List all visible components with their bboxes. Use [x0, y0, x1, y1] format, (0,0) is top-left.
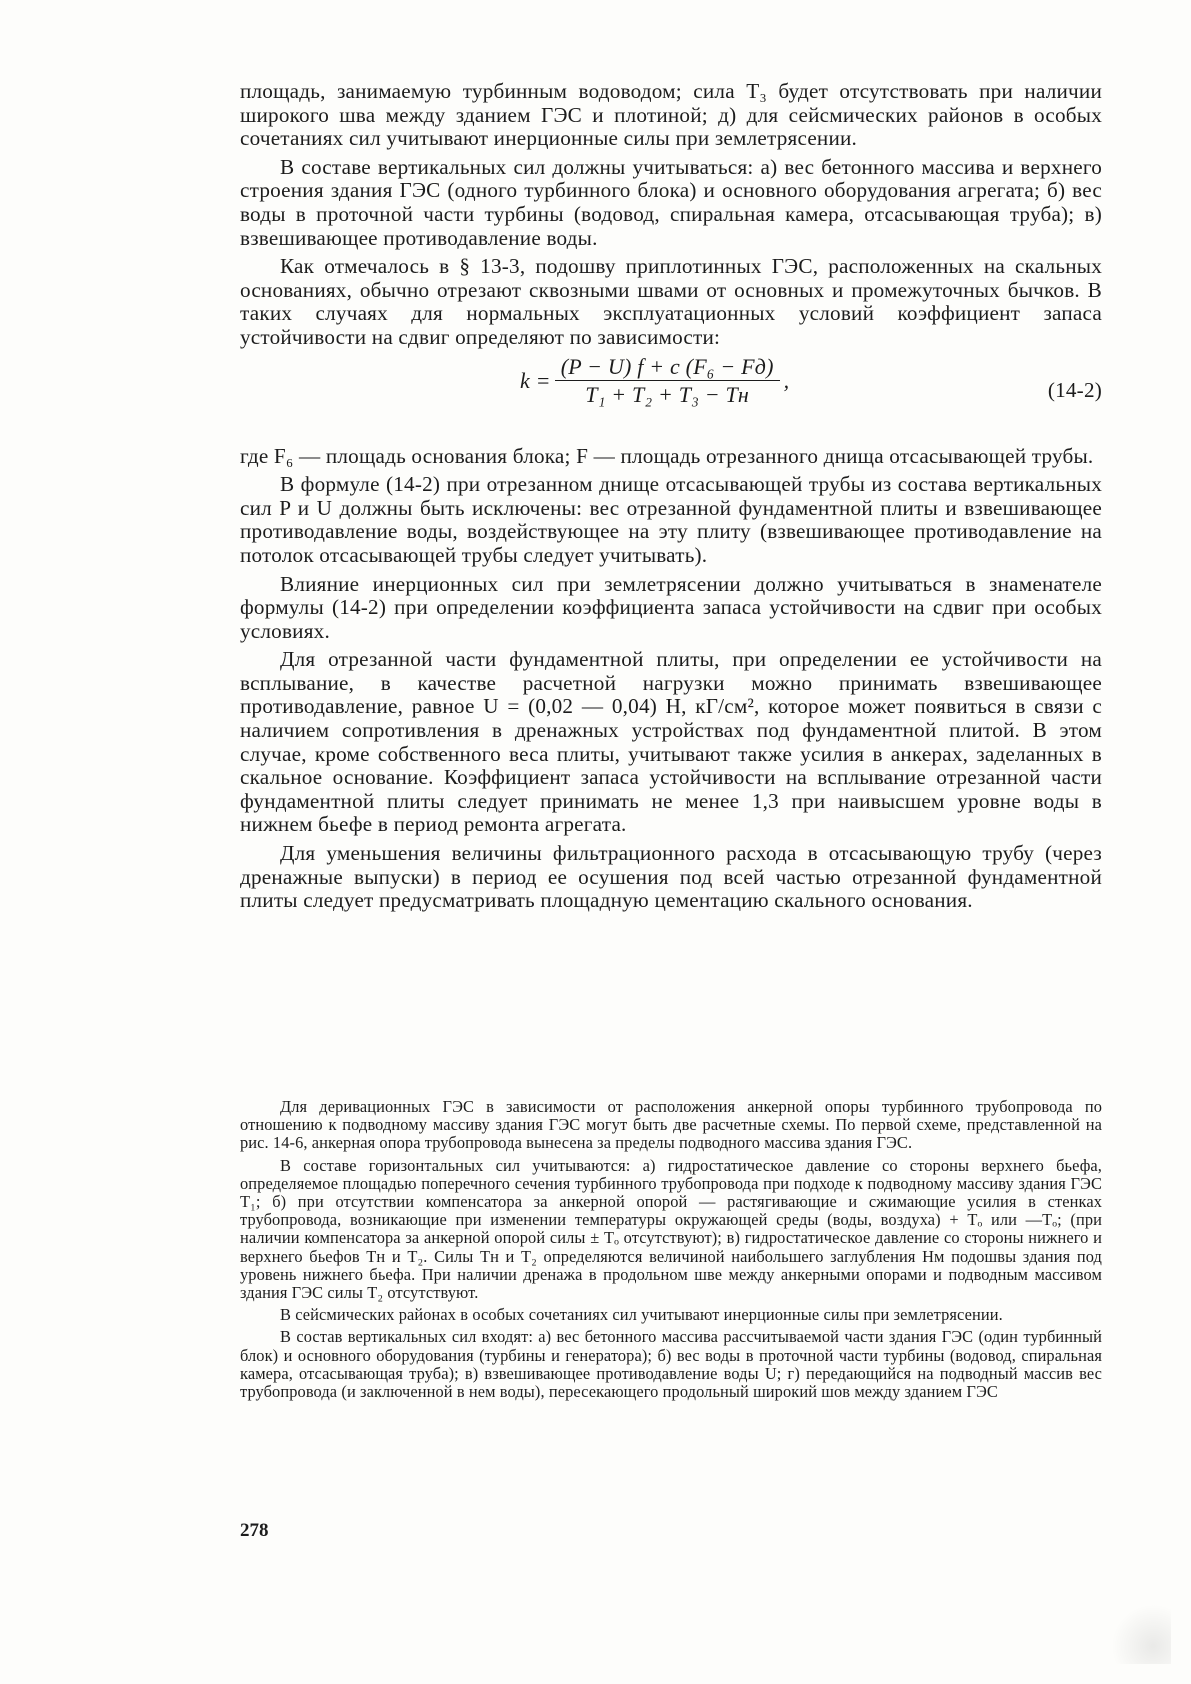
paragraph-where: где F₆ — площадь основания блока; F — площадь отрезанного днища отсасывающей трубы. [240, 443, 1094, 468]
formula-fraction [555, 355, 780, 407]
formula-14-2 [240, 355, 1102, 433]
small-paragraph-derivation: Для деривационных ГЭС в зависимости от расположения анкерной опоры турбинного трубопровода по отношению к подводному массиву здания ГЭС могут быть две расчетные схемы. По первой схеме, представленной на рис. 14-6, анкерная опора трубопровода вынесена за пределы подводного массива здания ГЭС. [240, 1097, 1102, 1153]
paragraph-uplift: Для отрезанной части фундаментной плиты, при определении ее устойчивости на всплывание, в качестве расчетной нагрузки можно принимать взвешивающее противодавление, равное U = (0,02 — 0,04) H, кГ/см², которое может появиться в связи с наличием сопротивления в дренажных устройствах под фундаментной плитой. В этом случае, кроме собственного веса плиты, учитывают также усилия в анкерах, заделанных в скальное основание. Коэффициент запаса устойчивости на всплывание отрезанной части фундаментной плиты следует принимать не менее 1,3 при наивысшем уровне воды в нижнем бьефе в период ремонта агрегата. [240, 647, 1102, 837]
paragraph-continuation: площадь, занимаемую турбинным водоводом; сила T₃ будет отсутствовать при наличии широкого шва между зданием ГЭС и плотиной; д) для сейсмических районов в особых сочетаниях сил учитывают инерционные силы при землетрясении. [240, 79, 1102, 151]
formula-lhs: k = [520, 367, 551, 393]
paragraph-grouting: Для уменьшения величины фильтрационного расхода в отсасывающую трубу (через дренажные выпуски) в период ее осушения под всей частью отрезанной фундаментной плиты следует предусматривать площадную цементацию скального основания. [240, 841, 1102, 913]
paragraph-formula-note: В формуле (14-2) при отрезанном днище отсасывающей трубы из состава вертикальных сил P и U должны быть исключены: вес отрезанной фундаментной плиты и взвешивающее противодавление воды, воздействующее на эту плиту (взвешивающее противодавление на потолок отсасывающей трубы следует учитывать). [240, 472, 1102, 567]
main-text-block [240, 80, 1102, 918]
paragraph-vertical-forces: В составе вертикальных сил должны учитываться: а) вес бетонного массива и верхнего строения здания ГЭС (одного турбинного блока) и основного оборудования агрегата; б) вес воды в проточной части турбины (водовод, спиральная камера, отсасывающая труба); в) взвешивающее противодавление воды. [240, 154, 1102, 250]
small-paragraph-horizontal: В составе горизонтальных сил учитываются: а) гидростатическое давление со стороны верхнего бьефа, определяемое площадью поперечного сечения турбинного трубопровода при подходе к подводному массиву здания ГЭС T₁; б) при отсутствии компенсатора за анкерной опорой — растягивающие и сжимающие усилия в стенках трубопровода, возникающие при изменении температуры окружающей среды (воды, воздуха) + Tₒ или —Tₒ; (при наличии компенсатора за анкерной опорой силы ± Tₒ отсутствуют); в) гидростатическое давление со стороны нижнего и верхнего бьефов Tн и T₂. Силы Tн и T₂ определяются величиной наибольшего заглубления Hм подошвы здания под уровень нижнего бьефа. При наличии дренажа в продольном шве между анкерными опорами и подводным массивом здания ГЭС силы T₂ отсутствуют. [240, 1155, 1102, 1303]
paragraph-inertia: Влияние инерционных сил при землетрясении должно учитываться в знаменателе формулы (14-2) при определении коэффициента запаса устойчивости на сдвиг при особых условиях. [240, 571, 1102, 643]
small-paragraph-vertical: В состав вертикальных сил входят: а) вес бетонного массива рассчитываемой части здания ГЭС (один турбинный блок) и основного оборудования (турбины и генератора); б) вес воды в проточной части турбины (водовод, спиральная камера, отсасывающая труба); в) взвешивающее противодавление воды U; г) передающийся на подводный массив вес трубопровода (и заключенной в нем воды), пересекающего продольный широкий шов между зданием ГЭС [240, 1327, 1102, 1402]
equation-number: (14-2) [1047, 377, 1102, 402]
scan-artifact [1111, 1604, 1171, 1664]
formula-denominator: T₁ + T₂ + T₃ − Tн [585, 382, 750, 408]
formula-expression [520, 355, 789, 407]
small-print-block [240, 1098, 1102, 1405]
formula-numerator: (P − U) f + c (F₆ − Fд) [555, 355, 780, 382]
small-paragraph-seismic: В сейсмических районах в особых сочетаниях сил учитывают инерционные силы при землетрясении. [280, 1305, 1003, 1325]
page-number: 278 [240, 1520, 269, 1541]
formula-trail: , [783, 367, 790, 393]
paragraph-shear-stability: Как отмечалось в § 13-3, подошву приплотинных ГЭС, расположенных на скальных основаниях, обычно отрезают сквозными швами от основных и промежуточных бычков. В таких случаях для нормальных эксплуатационных условий коэффициент запаса устойчивости на сдвиг определяют по зависимости: [240, 254, 1102, 349]
